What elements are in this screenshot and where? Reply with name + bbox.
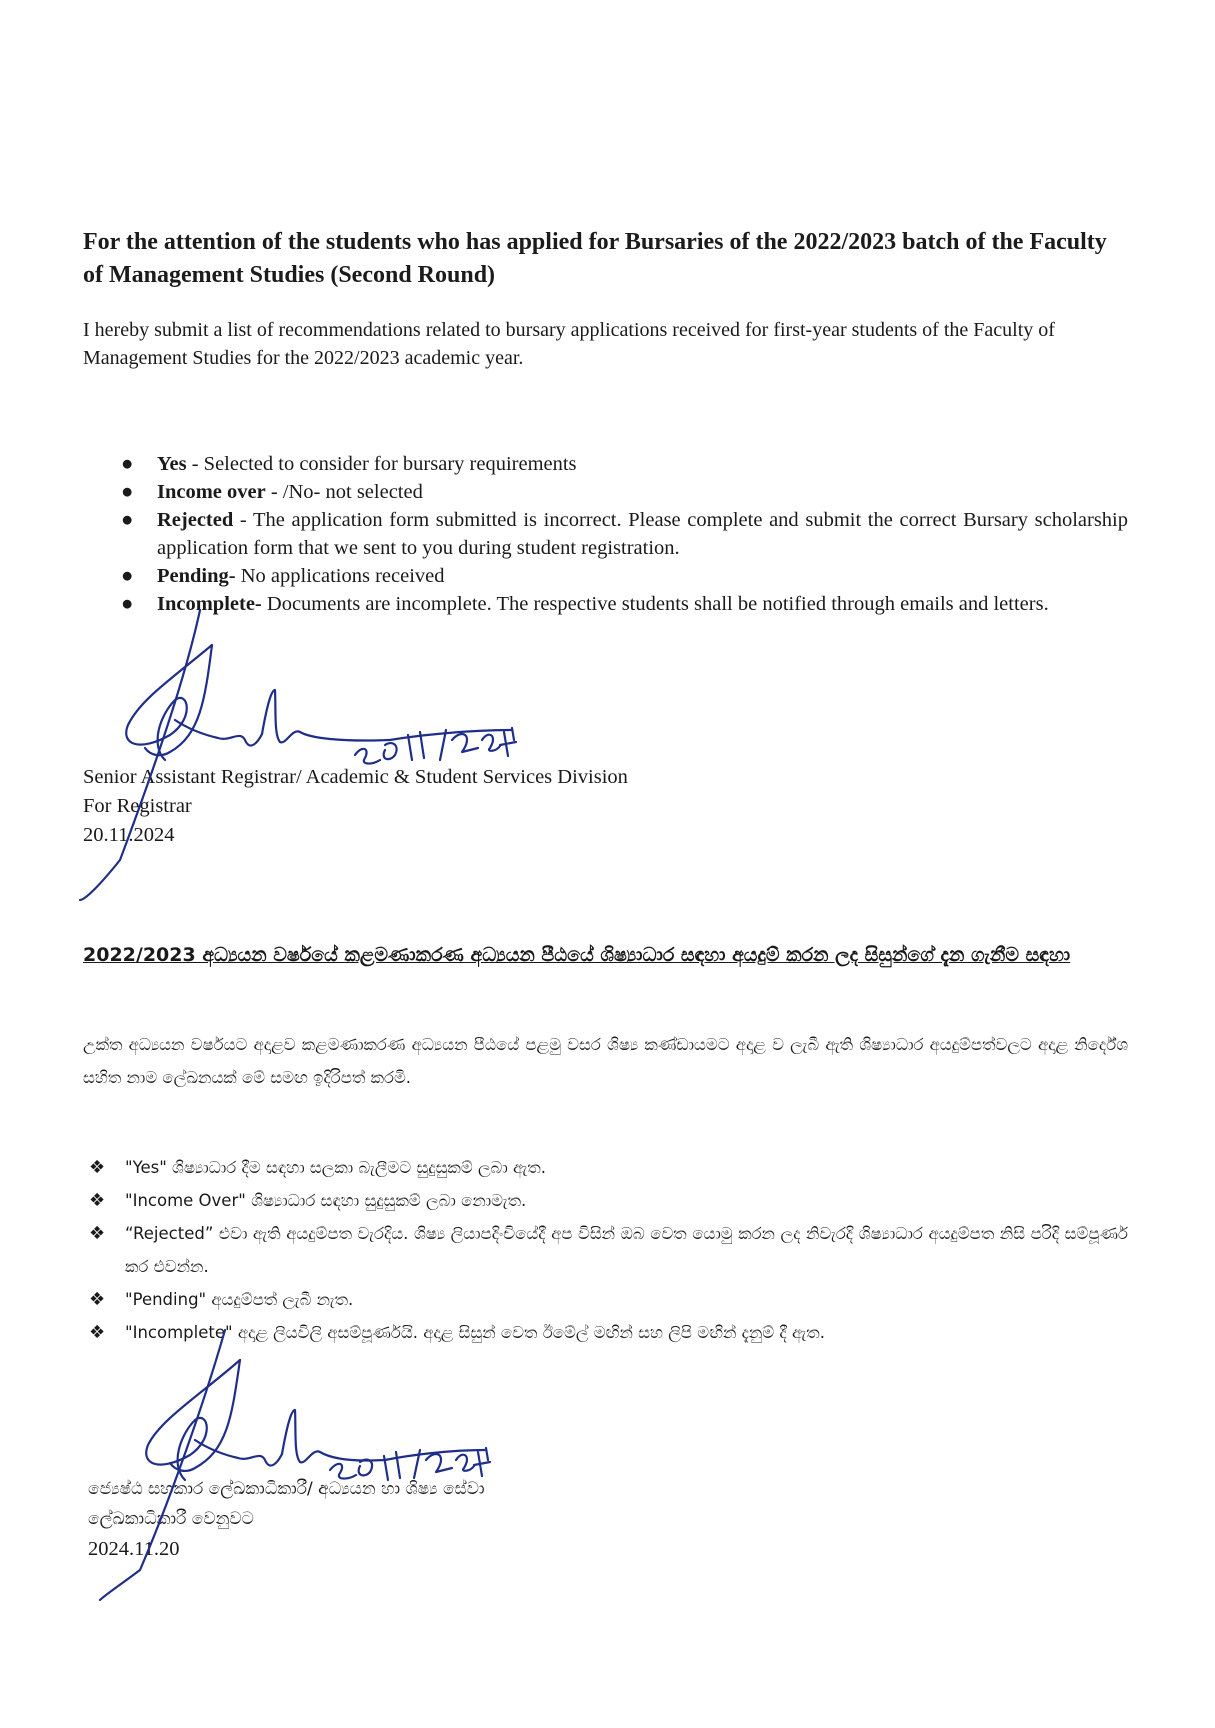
diamond-bullet-icon: ❖ <box>89 1223 106 1244</box>
signatory-role: Senior Assistant Registrar/ Academic & Student Services Division <box>83 766 628 788</box>
signature-date: 20.11.2024 <box>83 824 175 846</box>
bullet-icon: ● <box>121 565 134 587</box>
list-item: ❖ "Pending" අයදුම්පත් ලැබී නැත. <box>83 1283 1128 1316</box>
bullet-icon: ● <box>121 453 134 475</box>
list-item: ● Incomplete- Documents are incomplete. The respective students shall be notified through emails and letters. <box>83 590 1128 618</box>
english-intro: I hereby submit a list of recommendations related to bursary applications received for first-year students of the Faculty of Management Studies for the 2022/2023 academic year. <box>83 319 1055 369</box>
sinhala-signature-block <box>88 1474 788 1564</box>
bullet-icon: ● <box>121 593 134 615</box>
signature-date: 2024.11.20 <box>88 1538 180 1560</box>
list-item: ● Rejected - The application form submitted is incorrect. Please complete and submit the correct Bursary scholarship application form that we sent to you during student registration. <box>83 506 1128 562</box>
english-status-list <box>83 450 1128 618</box>
english-title: For the attention of the students who has applied for Bursaries of the 2022/2023 batch of the Faculty of Management Studies (Second Round) <box>83 229 1107 288</box>
bullet-icon: ● <box>121 481 134 503</box>
english-signature-block <box>83 763 783 850</box>
list-item: ❖ "Incomplete" අදාළ ලියවිලි අසම්පූර්ණයි. අදාළ සිසුන් වෙත ඊමේල් මඟින් සහ ලිපි මඟින් දැනුම් දී ඇත. <box>83 1316 1128 1349</box>
signature-english <box>80 610 516 900</box>
sinhala-intro: උක්ත අධ්‍යයන වර්ෂයට අදාළව කළමණාකරණ අධ්‍යයන පීඨයේ පළමු වසර ශිෂ්‍ය කණ්ඩායමට අදාළ ව ලැබී ඇති ශිෂ්‍යාධාර අයදුම්පත්වලට අදාළ නිර්දේශ සහිත නාම ලේඛනයක් මේ සමඟ ඉදිරිපත් කරමි. <box>83 1035 1128 1087</box>
diamond-bullet-icon: ❖ <box>89 1289 106 1310</box>
list-item: ● Income over - /No- not selected <box>83 478 1128 506</box>
sinhala-title: 2022/2023 අධ්‍යයන වර්ෂයේ කළමණාකරණ අධ්‍යයන පීඨයේ ශිෂ්‍යාධාර සඳහා අයදුම් කරන ලද සිසුන්ගේ දැන ගැනීම සඳහා <box>83 944 1071 966</box>
signatory-for: For Registrar <box>83 795 192 817</box>
signatory-role: ජ්‍යෙෂ්ඨ සහකාර ලේඛකාධිකාරී/ අධ්‍යයන හා ශිෂ්‍ය සේවා <box>88 1479 485 1499</box>
bullet-icon: ● <box>121 509 134 531</box>
signatory-for: ලේඛකාධිකාරී වෙනුවට <box>88 1509 254 1529</box>
list-item: ❖ "Yes" ශිෂ්‍යාධාර දීම සඳහා සලකා බැලීමට සුදුසුකම් ලබා ඇත. <box>83 1151 1128 1184</box>
diamond-bullet-icon: ❖ <box>89 1322 106 1343</box>
diamond-bullet-icon: ❖ <box>89 1157 106 1178</box>
list-item: ❖ “Rejected” එවා ඇති අයදුම්පත වැරදිය. ශිෂ්‍ය ලියාපදිංචියේදී අප විසින් ඔබ වෙත යොමු කරන ලද නිවැරදි ශිෂ්‍යාධාර අයදුම්පත නිසි පරිදි සම්පූර්ණ කර එවන්න. <box>83 1217 1128 1283</box>
list-item: ❖ "Income Over" ශිෂ්‍යාධාර සඳහා සුදුසුකම් ලබා නොමැත. <box>83 1184 1128 1217</box>
diamond-bullet-icon: ❖ <box>89 1190 106 1211</box>
list-item: ● Pending- No applications received <box>83 562 1128 590</box>
list-item: ● Yes - Selected to consider for bursary requirements <box>83 450 1128 478</box>
sinhala-status-list <box>83 1151 1128 1349</box>
